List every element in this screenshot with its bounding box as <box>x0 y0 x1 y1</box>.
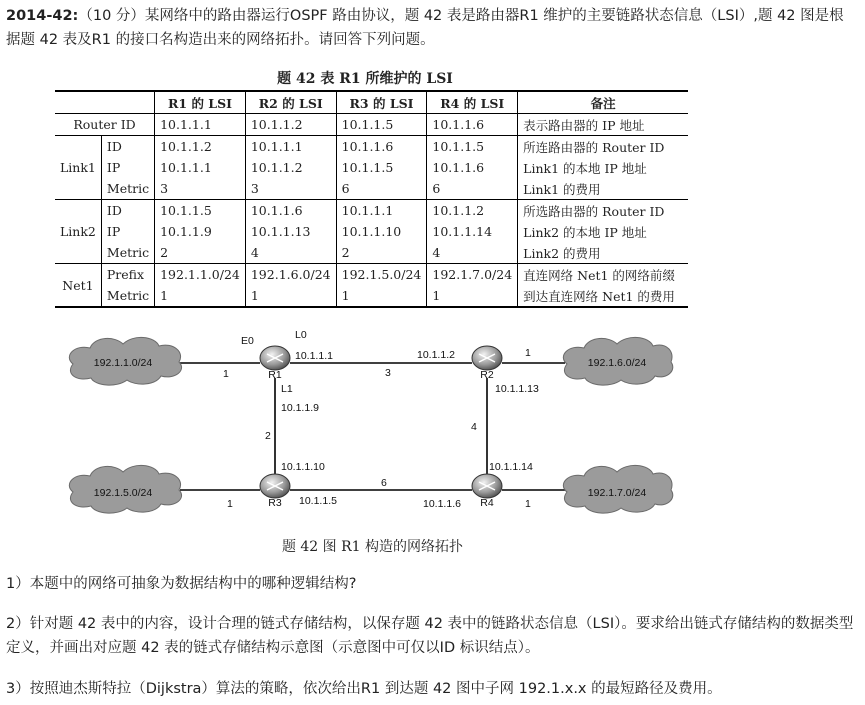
table-cell: 6 <box>336 178 427 200</box>
figure-caption: 题 42 图 R1 构造的网络拓扑 <box>281 539 464 555</box>
header-r2: R2 的 LSI <box>245 91 336 114</box>
problem-text: （10 分）某网络中的路由器运行OSPF 路由协议，题 42 表是路由器R1 维护的主要链路状态信息（LSI）,题 42 图是根据题 42 表及R1 的接口名构造出来的网络拓扑。请回答下列问题。 <box>6 8 844 48</box>
row-key: Prefix <box>101 264 154 286</box>
table-note: 表示路由器的 IP 地址 <box>518 114 689 136</box>
table-cell: 10.1.1.5 <box>336 114 427 136</box>
router-label: R4 <box>480 497 494 509</box>
header-note: 备注 <box>518 91 689 114</box>
table-cell: 10.1.1.2 <box>427 200 518 222</box>
table-note: 直连网络 Net1 的网络前缀 <box>518 264 689 286</box>
ip-label: 10.1.1.5 <box>299 495 337 507</box>
header-blank <box>55 91 155 114</box>
metric-label: 6 <box>381 477 387 489</box>
row-key: ID <box>101 200 154 222</box>
table-row <box>55 178 688 200</box>
table-cell: 192.1.5.0/24 <box>336 264 427 286</box>
table-cell: 4 <box>245 242 336 264</box>
metric-label: 3 <box>385 367 391 379</box>
table-cell: 10.1.1.2 <box>245 114 336 136</box>
router-r4 <box>472 474 502 509</box>
metric-label: 1 <box>525 498 531 510</box>
table-row <box>55 221 688 242</box>
metric-label: 4 <box>471 421 477 433</box>
table-cell: 10.1.1.10 <box>336 221 427 242</box>
row-key: ID <box>101 136 154 158</box>
metric-label: 1 <box>525 347 531 359</box>
table-note: Link2 的费用 <box>518 242 689 264</box>
table-cell: 10.1.1.6 <box>336 136 427 158</box>
table-cell: 192.1.1.0/24 <box>155 264 246 286</box>
problem-intro <box>6 4 858 52</box>
table-cell: 10.1.1.13 <box>245 221 336 242</box>
interface-label: E0 <box>241 335 254 347</box>
problem-number: 2014-42: <box>6 8 79 24</box>
interface-label: L1 <box>281 383 293 395</box>
table-row <box>55 200 688 222</box>
table-row <box>55 136 688 158</box>
router-r3 <box>260 474 290 509</box>
question-1: 1）本题中的网络可抽象为数据结构中的哪种逻辑结构? <box>6 576 357 592</box>
net-label: 192.1.7.0/24 <box>587 487 647 499</box>
table-cell: 1 <box>245 285 336 307</box>
router-label: R2 <box>480 369 494 381</box>
table-cell: 1 <box>155 285 246 307</box>
row-label: Router ID <box>73 117 136 132</box>
table-cell: 10.1.1.2 <box>245 157 336 178</box>
table-cell: 10.1.1.6 <box>427 114 518 136</box>
network-topology-figure <box>55 326 675 532</box>
header-r3: R3 的 LSI <box>336 91 427 114</box>
header-r4: R4 的 LSI <box>427 91 518 114</box>
metric-label: 2 <box>265 430 271 442</box>
router-r1 <box>260 346 290 381</box>
question-3: 3）按照迪杰斯特拉（Dijkstra）算法的策略，依次给出R1 到达题 42 图中子网 192.1.x.x 的最短路径及费用。 <box>6 681 722 697</box>
ip-label: 10.1.1.14 <box>489 461 533 473</box>
table-cell: 2 <box>155 242 246 264</box>
row-key: Metric <box>101 178 154 200</box>
table-caption: 题 42 表 R1 所维护的 LSI <box>277 71 453 87</box>
table-cell: 3 <box>245 178 336 200</box>
ip-label: 10.1.1.10 <box>281 461 325 473</box>
cloud-net6 <box>563 337 672 385</box>
ip-label: 10.1.1.1 <box>295 350 333 362</box>
row-key: Metric <box>101 285 154 307</box>
table-note: Link1 的本地 IP 地址 <box>518 157 689 178</box>
group-label: Net1 <box>55 264 101 308</box>
table-row <box>55 157 688 178</box>
table-row <box>55 264 688 286</box>
cloud-net1 <box>69 337 181 385</box>
table-cell: 10.1.1.5 <box>155 200 246 222</box>
table-note: 所选路由器的 Router ID <box>518 200 689 222</box>
table-cell: 10.1.1.14 <box>427 221 518 242</box>
table-row <box>55 242 688 264</box>
net-label: 192.1.5.0/24 <box>93 487 153 499</box>
table-cell: 2 <box>336 242 427 264</box>
table-cell: 10.1.1.2 <box>155 136 246 158</box>
table-note: Link1 的费用 <box>518 178 689 200</box>
table-cell: 10.1.1.1 <box>155 114 246 136</box>
table-cell: 3 <box>155 178 246 200</box>
table-note: 所连路由器的 Router ID <box>518 136 689 158</box>
table-note: 到达直连网络 Net1 的费用 <box>518 285 689 307</box>
table-cell: 10.1.1.1 <box>245 136 336 158</box>
table-cell: 192.1.7.0/24 <box>427 264 518 286</box>
question-2: 2）针对题 42 表中的内容，设计合理的链式存储结构，以保存题 42 表中的链路状态信息（LSI）。要求给出链式存储结构的数据类型定义，并画出对应题 42 表的链式存储结构示意图（示意图中可仅以ID 标识结点）。 <box>6 616 854 656</box>
table-row <box>55 114 688 136</box>
table-cell: 10.1.1.1 <box>155 157 246 178</box>
table-cell: 1 <box>336 285 427 307</box>
row-key: IP <box>101 157 154 178</box>
ip-label: 10.1.1.13 <box>495 383 539 395</box>
table-row <box>55 285 688 307</box>
cloud-net5 <box>69 465 181 513</box>
cloud-net7 <box>563 465 672 513</box>
ip-label: 10.1.1.9 <box>281 402 319 414</box>
lsi-table <box>55 90 688 308</box>
ip-label: 10.1.1.6 <box>423 498 461 510</box>
table-header-row <box>55 91 688 114</box>
router-r2 <box>472 346 502 381</box>
table-cell: 10.1.1.5 <box>427 136 518 158</box>
table-cell: 10.1.1.1 <box>336 200 427 222</box>
net-label: 192.1.6.0/24 <box>587 357 647 369</box>
net-label: 192.1.1.0/24 <box>93 357 153 369</box>
table-cell: 192.1.6.0/24 <box>245 264 336 286</box>
router-label: R1 <box>268 369 282 381</box>
table-cell: 1 <box>427 285 518 307</box>
router-label: R3 <box>268 497 282 509</box>
row-key: Metric <box>101 242 154 264</box>
table-cell: 10.1.1.6 <box>427 157 518 178</box>
table-note: Link2 的本地 IP 地址 <box>518 221 689 242</box>
row-key: IP <box>101 221 154 242</box>
header-r1: R1 的 LSI <box>155 91 246 114</box>
table-cell: 10.1.1.9 <box>155 221 246 242</box>
interface-label: L0 <box>295 329 307 341</box>
ip-label: 10.1.1.2 <box>417 349 455 361</box>
group-label: Link1 <box>55 136 101 200</box>
group-label: Link2 <box>55 200 101 264</box>
table-cell: 6 <box>427 178 518 200</box>
table-cell: 10.1.1.6 <box>245 200 336 222</box>
table-cell: 10.1.1.5 <box>336 157 427 178</box>
table-cell: 4 <box>427 242 518 264</box>
metric-label: 1 <box>223 368 229 380</box>
metric-label: 1 <box>227 498 233 510</box>
